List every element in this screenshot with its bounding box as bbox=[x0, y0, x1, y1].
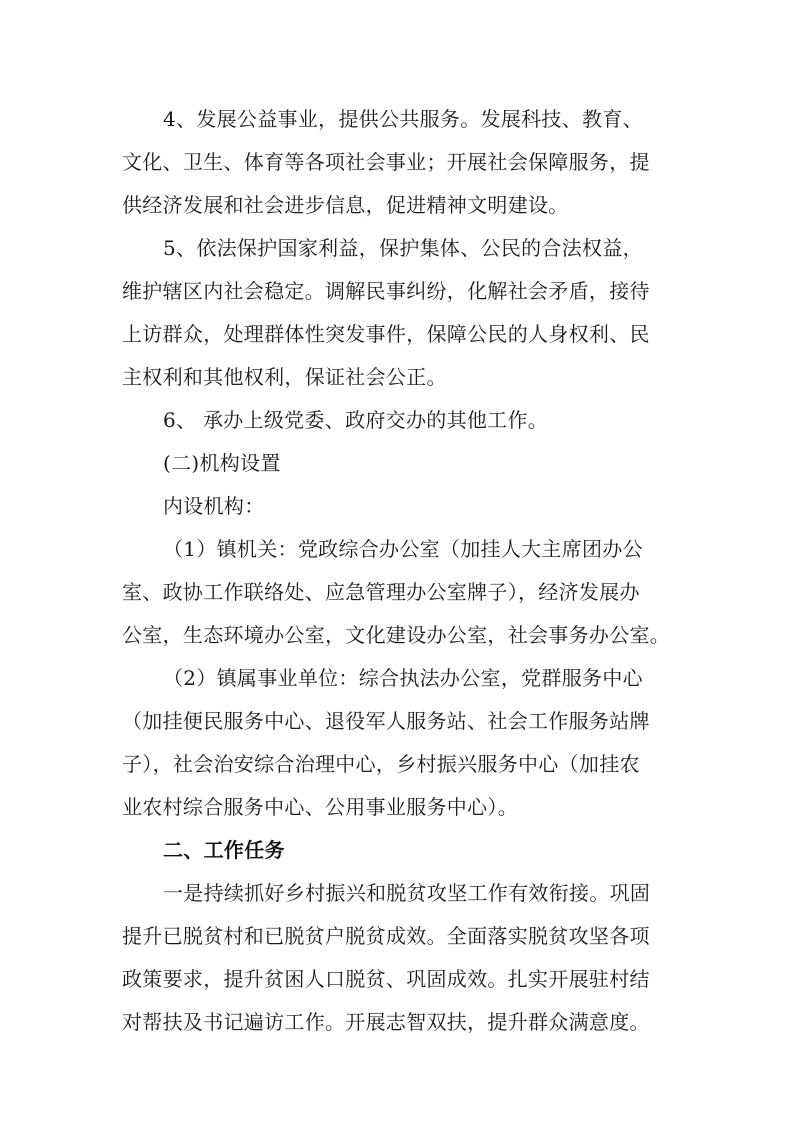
text-line: 供经济发展和社会进步信息，促进精神文明建设。 bbox=[122, 193, 569, 217]
text-line: 子），社会治安综合治理中心，乡村振兴服务中心（加挂农 bbox=[122, 752, 640, 776]
text-line: 6、 承办上级党委、政府交办的其他工作。 bbox=[163, 408, 549, 432]
text-line: 内设机构： bbox=[163, 494, 265, 518]
text-line: 文化、卫生、体育等各项社会事业；开展社会保障服务，提 bbox=[122, 150, 650, 174]
text-line: 4、发展公益事业，提供公共服务。发展科技、教育、 bbox=[163, 107, 643, 131]
text-line: 业农村综合服务中心、公用事业服务中心）。 bbox=[122, 795, 518, 819]
text-line: 政策要求，提升贫困人口脱贫、巩固成效。扎实开展驻村结 bbox=[122, 967, 650, 991]
section-heading: 二、工作任务 bbox=[163, 838, 285, 862]
text-line: 5、依法保护国家利益，保护集体、公民的合法权益， bbox=[163, 236, 643, 260]
text-line: 维护辖区内社会稳定。调解民事纠纷，化解社会矛盾，接待 bbox=[122, 279, 650, 303]
text-line: 公室，生态环境办公室，文化建设办公室，社会事务办公室。 bbox=[122, 623, 671, 647]
text-line: （2）镇属事业单位：综合执法办公室，党群服务中心 bbox=[163, 666, 643, 690]
text-line: 室、政协工作联络处、应急管理办公室牌子），经济发展办 bbox=[122, 580, 640, 604]
text-line: 提升已脱贫村和已脱贫户脱贫成效。全面落实脱贫攻坚各项 bbox=[122, 924, 650, 948]
text-line: 对帮扶及书记遍访工作。开展志智双扶，提升群众满意度。 bbox=[122, 1010, 650, 1034]
text-line: （1）镇机关：党政综合办公室（加挂人大主席团办公 bbox=[163, 537, 643, 561]
text-line: （加挂便民服务中心、退役军人服务站、社会工作服务站牌 bbox=[122, 709, 650, 733]
text-line: 一是持续抓好乡村振兴和脱贫攻坚工作有效衔接。巩固 bbox=[163, 881, 651, 905]
text-line: 主权利和其他权利，保证社会公正。 bbox=[122, 365, 447, 389]
text-line: 上访群众，处理群体性突发事件，保障公民的人身权利、民 bbox=[122, 322, 650, 346]
section-subheading: (二)机构设置 bbox=[163, 451, 281, 475]
